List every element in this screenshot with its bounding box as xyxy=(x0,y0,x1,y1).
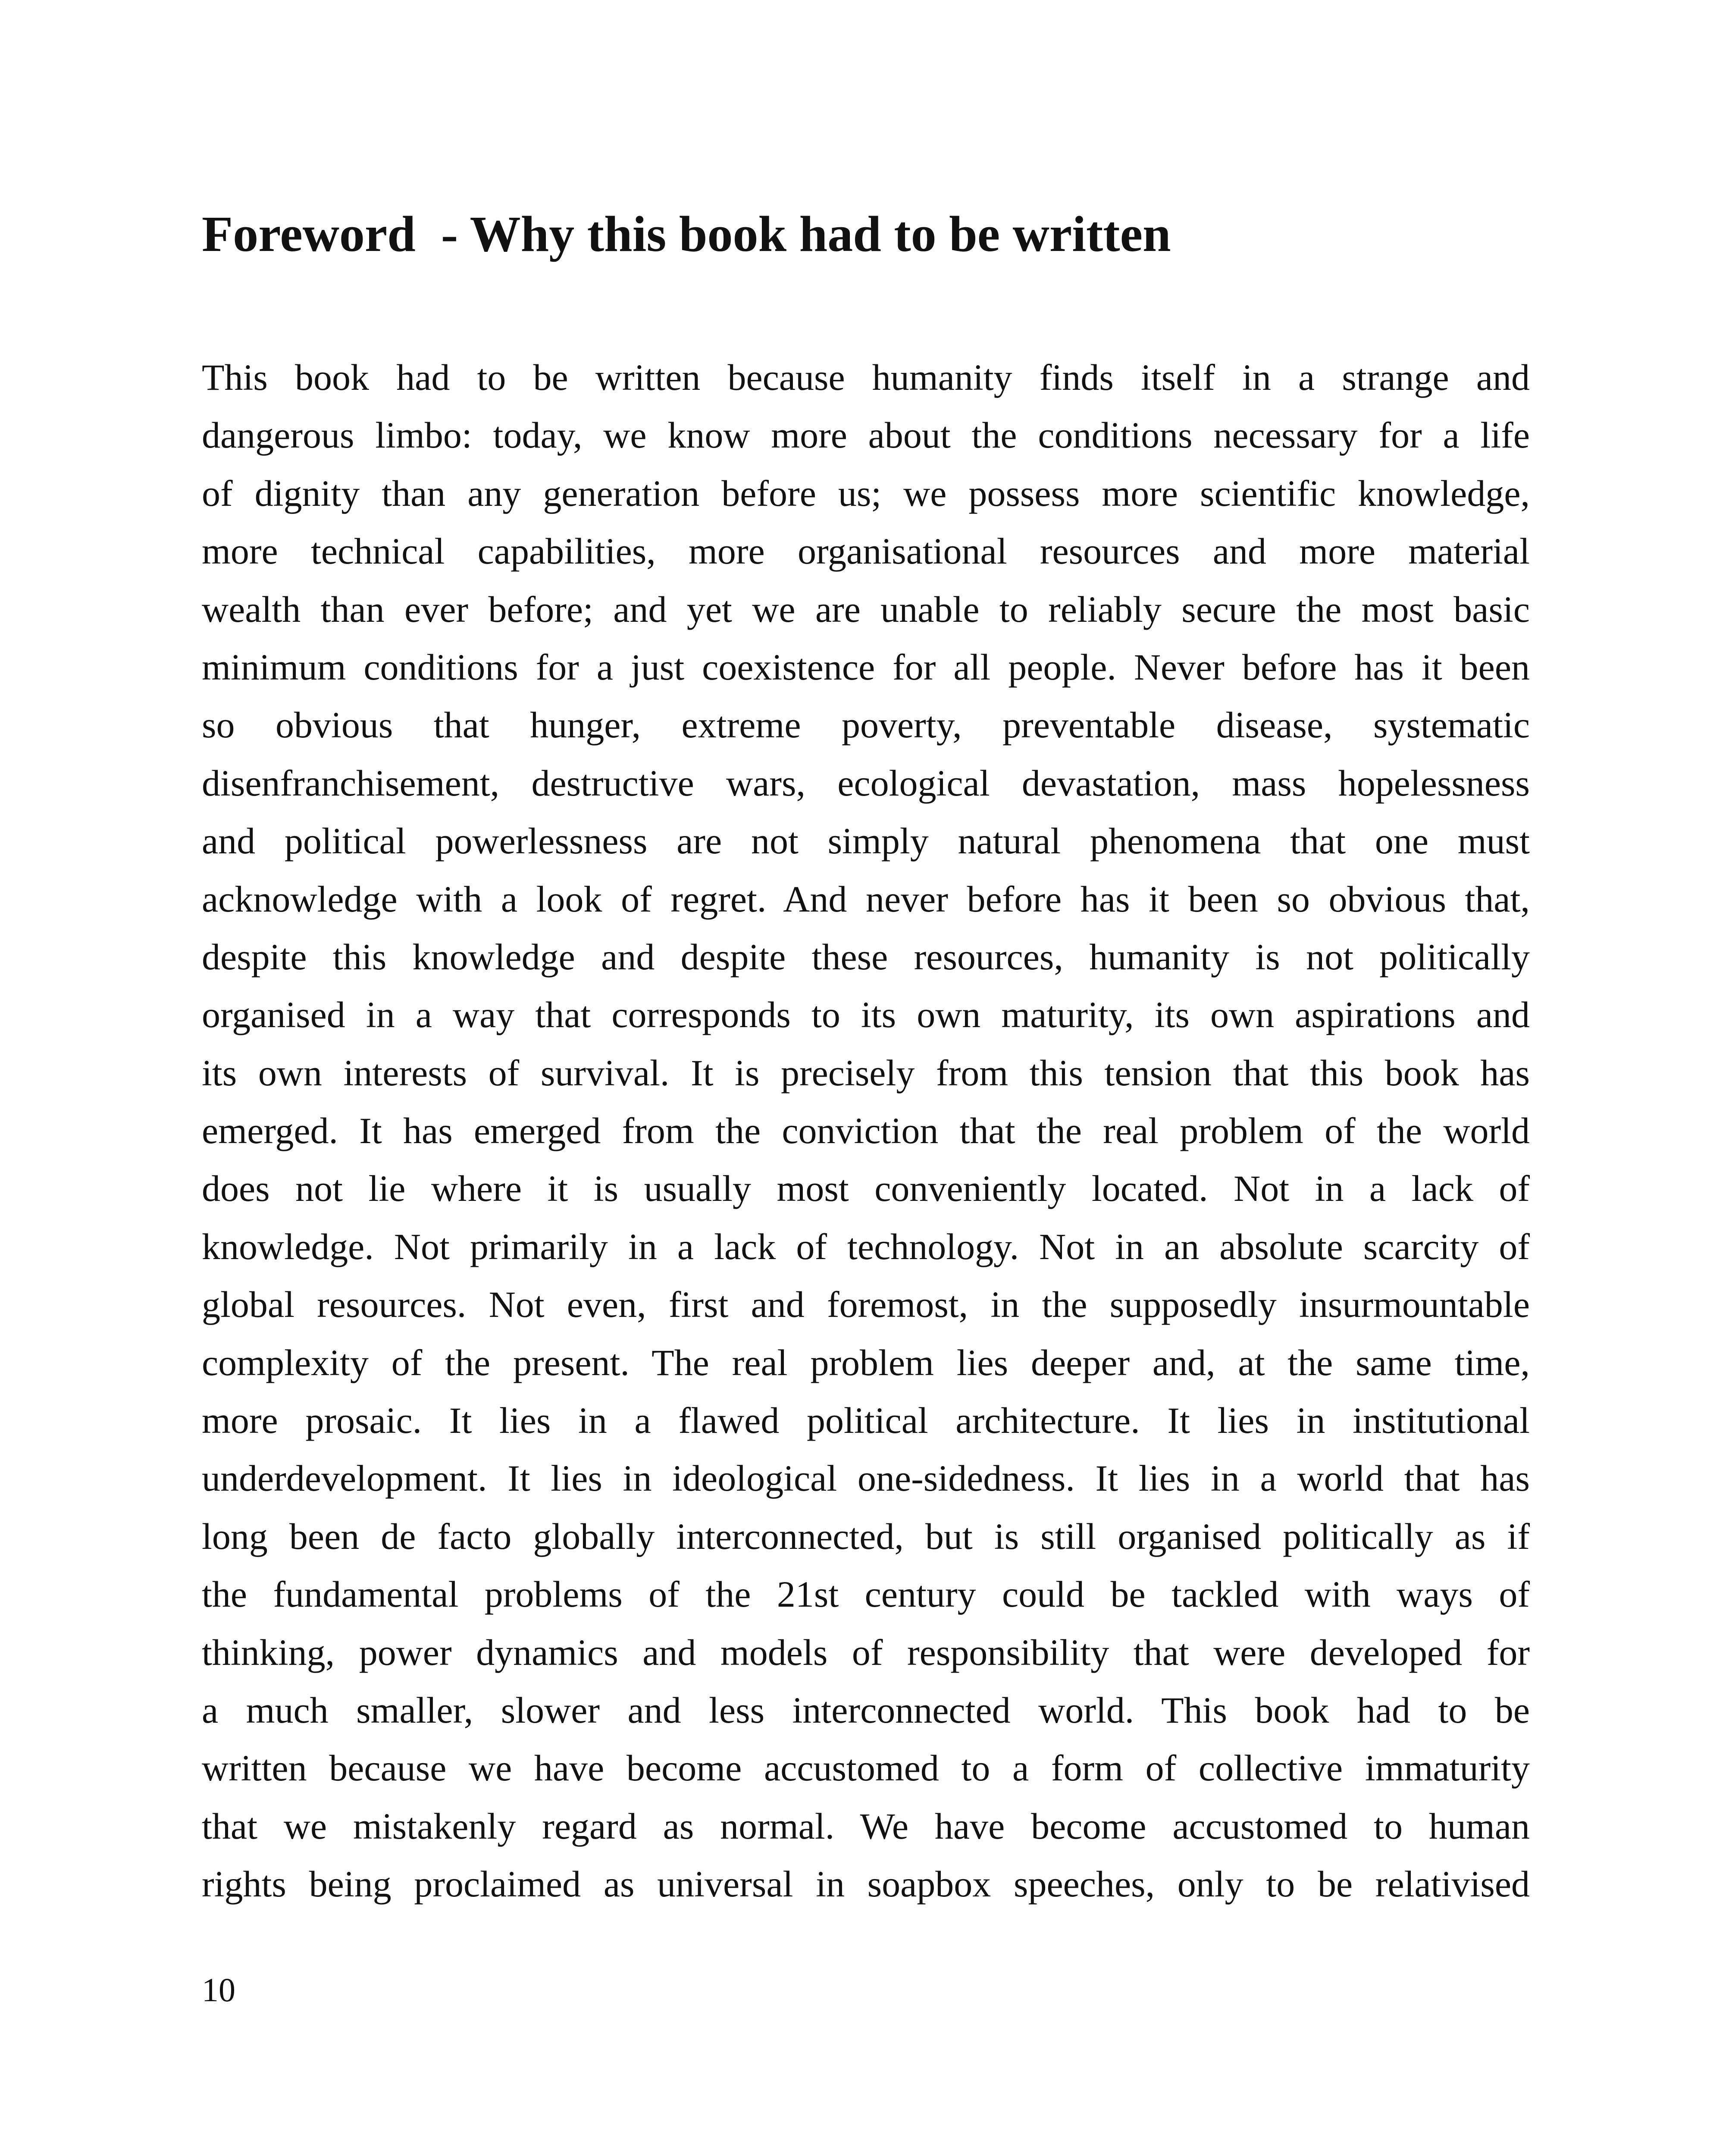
body-line: knowledge. Not primarily in a lack of technology. Not in an absolute scarcity of xyxy=(202,1225,1530,1267)
body-line: more prosaic. It lies in a flawed political architecture. It lies in institutional xyxy=(202,1400,1530,1442)
body-line: acknowledge with a look of regret. And never before has it been so obvious that, xyxy=(202,878,1530,920)
body-line: minimum conditions for a just coexistence for all people. Never before has it been xyxy=(202,646,1530,688)
body-line: thinking, power dynamics and models of responsibility that were developed for xyxy=(202,1631,1530,1673)
body-line: does not lie where it is usually most conveniently located. Not in a lack of xyxy=(202,1168,1530,1210)
body-line: emerged. It has emerged from the conviction that the real problem of the world xyxy=(202,1110,1530,1152)
body-line: rights being proclaimed as universal in soapbox speeches, only to be relativised xyxy=(202,1863,1530,1905)
page-number: 10 xyxy=(202,1971,235,2009)
body-line: long been de facto globally interconnected, but is still organised politically as if xyxy=(202,1515,1530,1557)
body-line: of dignity than any generation before us; we possess more scientific knowledge, xyxy=(202,472,1530,514)
body-line: that we mistakenly regard as normal. We have become accustomed to human xyxy=(202,1805,1530,1847)
body-line: despite this knowledge and despite these resources, humanity is not politically xyxy=(202,936,1530,978)
body-line: organised in a way that corresponds to its own maturity, its own aspirations and xyxy=(202,994,1530,1036)
body-line: This book had to be written because humanity finds itself in a strange and xyxy=(202,357,1530,398)
body-line: wealth than ever before; and yet we are unable to reliably secure the most basic xyxy=(202,588,1530,630)
body-line: written because we have become accustomed to a form of collective immaturity xyxy=(202,1747,1530,1789)
body-line: complexity of the present. The real problem lies deeper and, at the same time, xyxy=(202,1341,1530,1383)
body-line: global resources. Not even, first and foremost, in the supposedly insurmountable xyxy=(202,1284,1530,1326)
body-line: underdevelopment. It lies in ideological one-sidedness. It lies in a world that has xyxy=(202,1457,1530,1499)
body-line: its own interests of survival. It is precisely from this tension that this book has xyxy=(202,1052,1530,1094)
body-line: and political powerlessness are not simply natural phenomena that one must xyxy=(202,820,1530,862)
body-line: so obvious that hunger, extreme poverty, preventable disease, systematic xyxy=(202,704,1530,746)
body-line: more technical capabilities, more organisational resources and more material xyxy=(202,530,1530,572)
body-line: disenfranchisement, destructive wars, ecological devastation, mass hopelessness xyxy=(202,762,1530,804)
body-text xyxy=(202,348,1530,1913)
chapter-title: Foreword - Why this book had to be written xyxy=(202,206,1171,262)
body-line: dangerous limbo: today, we know more about the conditions necessary for a life xyxy=(202,414,1530,456)
body-line: the fundamental problems of the 21st century could be tackled with ways of xyxy=(202,1573,1530,1615)
body-line: a much smaller, slower and less interconnected world. This book had to be xyxy=(202,1689,1530,1731)
